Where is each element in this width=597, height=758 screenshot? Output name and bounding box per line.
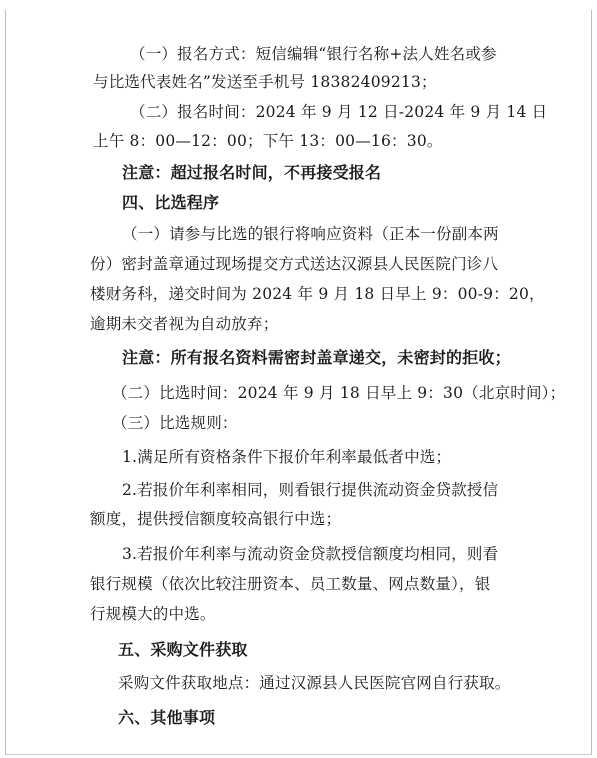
registration-method-line-1: （一）报名方式：短信编辑“银行名称+法人姓名或参 — [130, 45, 497, 63]
section-heading-procedure: 四、比选程序 — [122, 193, 220, 212]
section-heading-other-matters: 六、其他事项 — [118, 708, 216, 727]
registration-time-line-1: （二）报名时间：2024 年 9 月 12 日-2024 年 9 月 14 日 — [130, 103, 548, 121]
registration-notice: 注意：超过报名时间，不再接受报名 — [122, 163, 382, 182]
rule-3-line-2: 银行规模（依次比较注册资本、员工数量、网点数量），银 — [90, 575, 491, 593]
submission-line-2: 份）密封盖章通过现场提交方式送达汉源县人民医院门诊八 — [90, 255, 499, 273]
submission-line-3: 楼财务科，递交时间为 2024 年 9 月 18 日早上 9：00-9：20， — [90, 285, 545, 303]
registration-method-line-2: 与比选代表姓名”发送至手机号 18382409213； — [93, 73, 437, 91]
rule-1: 1.满足所有资格条件下报价年利率最低者中选； — [122, 448, 452, 466]
section-heading-procurement-documents: 五、采购文件获取 — [118, 640, 248, 659]
rule-2-line-2: 额度，提供授信额度较高银行中选； — [90, 510, 342, 528]
selection-rules-heading: （三）比选规则： — [112, 414, 238, 432]
rule-3-line-1: 3.若报价年利率与流动资金贷款授信额度均相同，则看 — [122, 545, 499, 563]
sealing-notice: 注意：所有报名资料需密封盖章递交，未密封的拒收； — [122, 348, 511, 367]
submission-line-4: 逾期未交者视为自动放弃； — [90, 315, 279, 333]
rule-2-line-1: 2.若报价年利率相同，则看银行提供流动资金贷款授信 — [122, 481, 499, 499]
rule-3-line-3: 行规模大的中选。 — [90, 605, 216, 623]
registration-time-line-2: 上午 8：00—12：00；下午 13：00—16：30。 — [93, 132, 443, 150]
procurement-documents-location: 采购文件获取地点：通过汉源县人民医院官网自行获取。 — [118, 674, 511, 692]
submission-line-1: （一）请参与比选的银行将响应资料（正本一份副本两 — [122, 225, 499, 243]
selection-time: （二）比选时间：2024 年 9 月 18 日早上 9：30（北京时间）； — [112, 384, 566, 402]
